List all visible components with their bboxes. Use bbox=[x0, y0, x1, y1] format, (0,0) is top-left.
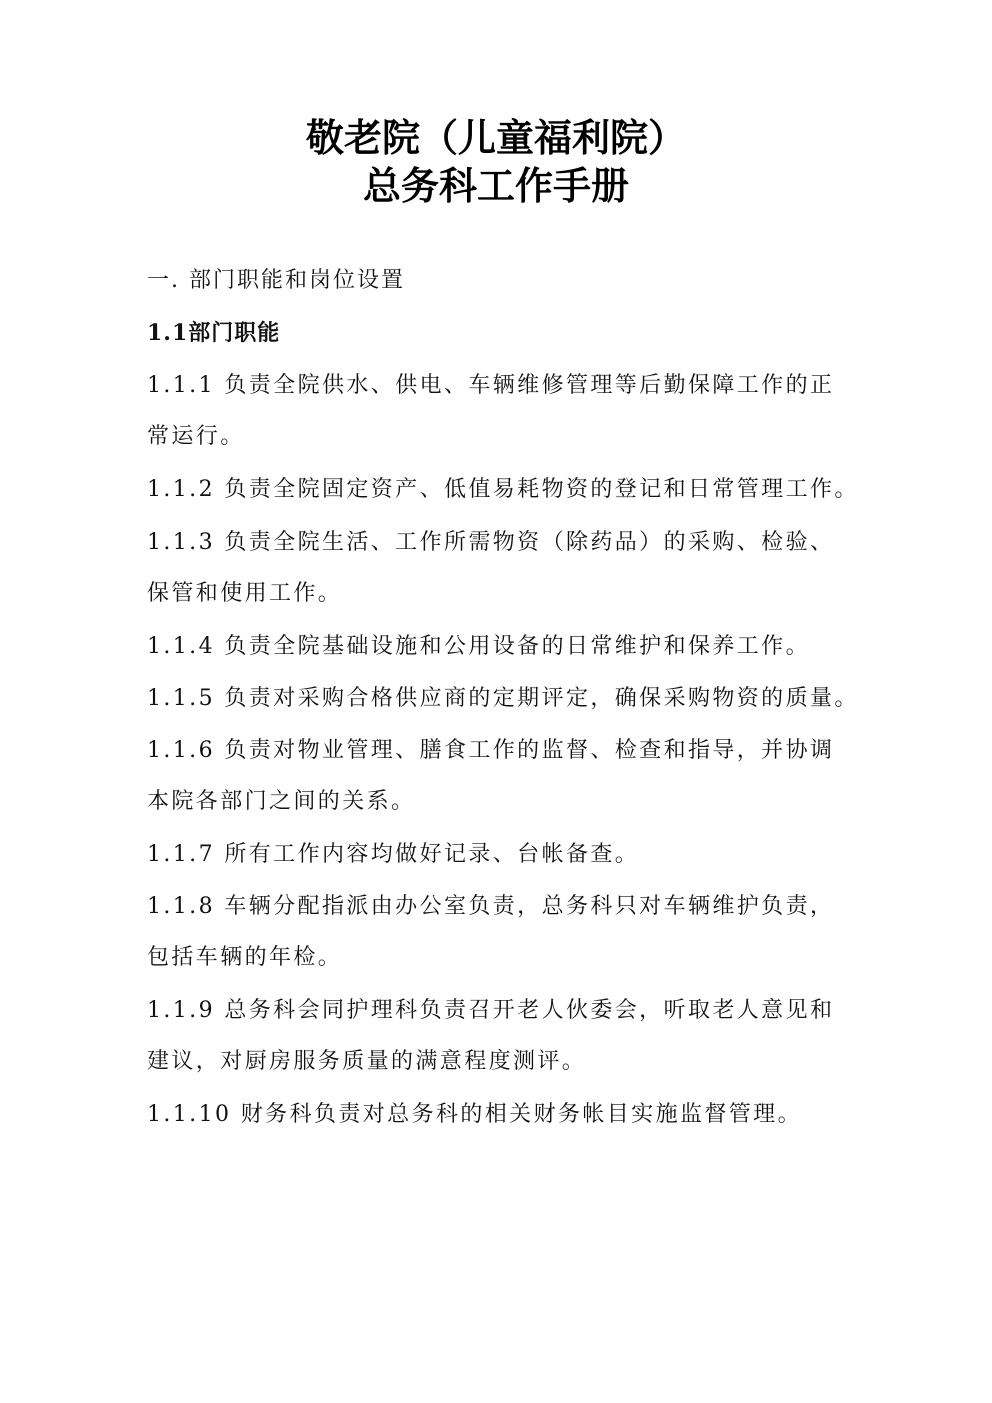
subsection-heading: 1.1部门职能 bbox=[147, 320, 281, 346]
list-item-line: 建议，对厨房服务质量的满意程度测评。 bbox=[147, 1049, 587, 1074]
list-item-line: 1.1.7 所有工作内容均做好记录、台帐备查。 bbox=[147, 842, 640, 867]
list-item-line: 1.1.8 车辆分配指派由办公室负责，总务科只对车辆维护负责， bbox=[147, 894, 835, 919]
document-title: 敬老院（儿童福利院） bbox=[305, 116, 686, 160]
list-item-line: 1.1.6 负责对物业管理、膳食工作的监督、检查和指导，并协调 bbox=[147, 738, 835, 763]
section-heading: 一. 部门职能和岗位设置 bbox=[147, 268, 405, 293]
list-item-line: 1.1.4 负责全院基础设施和公用设备的日常维护和保养工作。 bbox=[147, 634, 810, 659]
list-item-line: 1.1.1 负责全院供水、供电、车辆维修管理等后勤保障工作的正 bbox=[147, 373, 835, 398]
list-item-line: 本院各部门之间的关系。 bbox=[147, 789, 416, 814]
list-item-line: 1.1.9 总务科会同护理科负责召开老人伙委会，听取老人意见和 bbox=[147, 998, 835, 1023]
list-item-line: 包括车辆的年检。 bbox=[147, 945, 343, 970]
list-item-line: 1.1.10 财务科负责对总务科的相关财务帐目实施监督管理。 bbox=[147, 1102, 802, 1127]
list-item-line: 1.1.5 负责对采购合格供应商的定期评定，确保采购物资的质量。 bbox=[147, 686, 859, 711]
list-item-line: 保管和使用工作。 bbox=[147, 581, 343, 606]
list-item-line: 1.1.2 负责全院固定资产、低值易耗物资的登记和日常管理工作。 bbox=[147, 477, 859, 502]
list-item-line: 1.1.3 负责全院生活、工作所需物资（除药品）的采购、检验、 bbox=[147, 530, 835, 555]
list-item-line: 常运行。 bbox=[147, 424, 245, 449]
document-subtitle: 总务科工作手册 bbox=[362, 164, 629, 208]
